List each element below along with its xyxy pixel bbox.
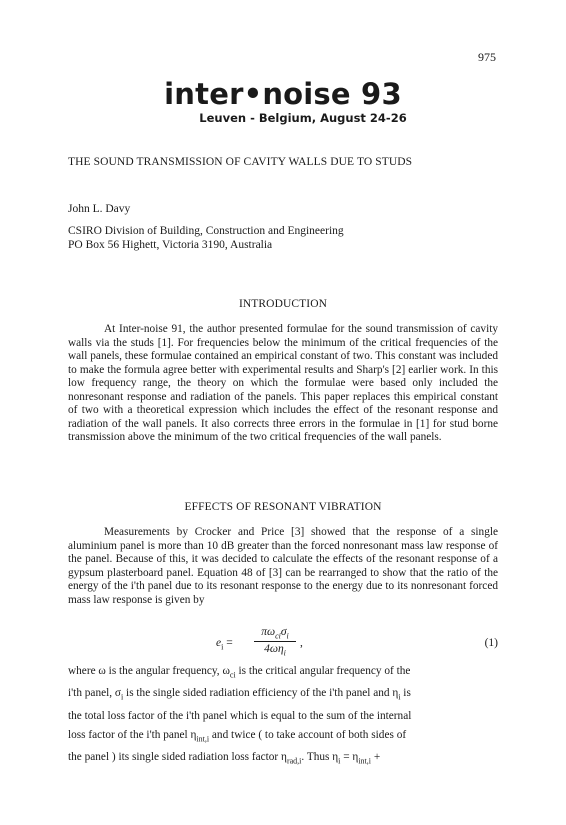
author-affiliation (68, 224, 344, 252)
equation-numerator: $\pi\omega_{ci}\sigma_i$ (254, 626, 296, 642)
introduction-heading: INTRODUCTION (238, 298, 328, 310)
definitions-line-3: the total loss factor of the i'th panel which is equal to the sum of the internal (68, 709, 412, 722)
conference-location: Leuven - Belgium, August 24-26 (199, 111, 407, 125)
introduction-paragraph (68, 323, 498, 445)
equation-number: (1) (484, 637, 498, 649)
equation-comma: , (300, 637, 303, 649)
resonant-vibration-heading: EFFECTS OF RESONANT VIBRATION (184, 501, 382, 513)
definitions-line-5: the panel ) its single sided radiation loss factor $\eta_{rad,i}$. Thus $\eta_i = \eta_{int,i}$ + (68, 750, 381, 765)
paper-title: THE SOUND TRANSMISSION OF CAVITY WALLS DUE TO STUDS (68, 156, 413, 168)
definitions-line-2: i'th panel, $\sigma_i$ is the single sided radiation efficiency of the i'th panel and $\eta_i$ is (68, 687, 411, 702)
introduction-text: At Inter-noise 91, the author presented formulae for the sound transmission of cavity walls via the studs [1]. For frequencies below the minimum of the critical frequencies of the wall panels, these formulae contained an empirical constant of two. This constant was included to make the formula agree better with experimental results and Sharp's [2] earlier work. In this low frequency range, the theory on which the formulae were based only included the nonresonant response and radiation of the panels. This paper replaces this empirical constant of two with a theoretical expression which includes the effect of the resonant response and radiation of the wall panels. It also corrects three errors in the formulae in [1] for stud borne transmission above the minimum of the two critical frequencies of the wall panels. (68, 323, 498, 443)
definitions-line-4: loss factor of the i'th panel $\eta_{int,i}$ and twice ( to take account of both sides of (68, 728, 407, 743)
affiliation-line-2: PO Box 56 Highett, Victoria 3190, Australia (68, 239, 273, 251)
resonant-vibration-paragraph (68, 526, 498, 607)
affiliation-line-1: CSIRO Division of Building, Construction and Engineering (68, 225, 344, 237)
equation-lhs: $e_i$ = (216, 637, 233, 652)
page-number: 975 (478, 50, 496, 64)
equation-fraction (254, 626, 296, 658)
definitions-paragraph (68, 662, 498, 770)
equation-1 (68, 626, 498, 662)
resonant-vibration-text: Measurements by Crocker and Price [3] showed that the response of a single aluminium panel is more than 10 dB greater than the forced nonresonant mass law response of the panel. Because of this, it was decided to calculate the effects of the resonant response of a gypsum plasterboard panel. Equation 48 of [3] can be rearranged to show that the ratio of the energy of the i'th panel due to its resonant response to the energy due to its nonresonant forced mass law response is given by (68, 526, 498, 606)
conference-header (0, 77, 566, 125)
equation-denominator: $4\omega\eta_i$ (264, 643, 286, 658)
conference-name: inter•noise 93 (164, 77, 402, 111)
author-name: John L. Davy (68, 203, 131, 215)
definitions-line-1: where ω is the angular frequency, $\omega_{ci}$ is the critical angular frequency of the (68, 665, 411, 680)
